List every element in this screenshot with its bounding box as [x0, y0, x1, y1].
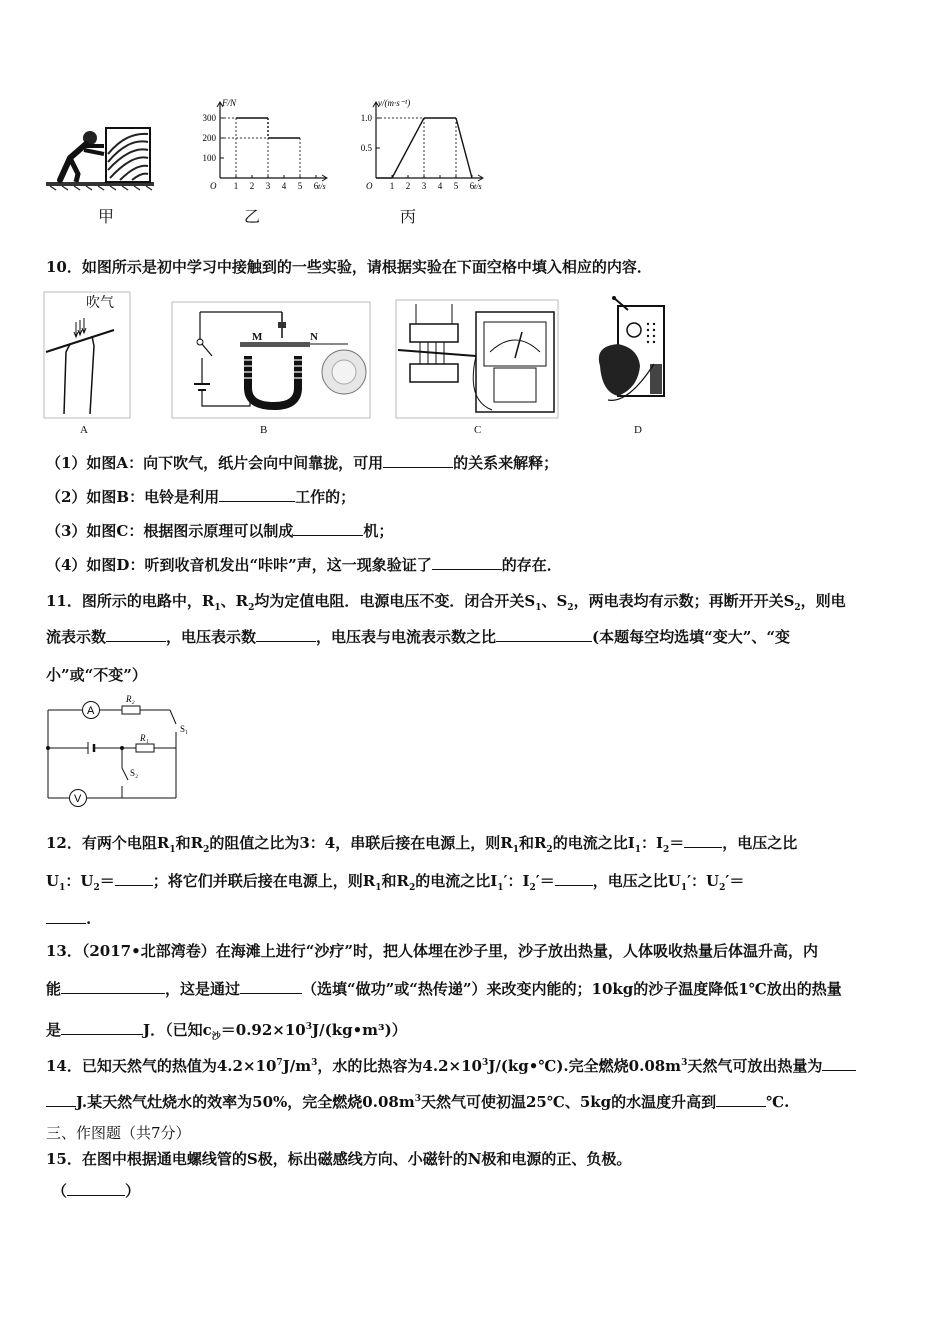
chart-title: F/N	[222, 98, 237, 108]
y-tick-label: 100	[202, 153, 216, 163]
force-time-chart	[190, 96, 330, 192]
velocity-time-chart	[346, 96, 486, 192]
q12-line-2: $U_1$：$U_2=$ ；将它们并联后接在电源上，则$R_1$和$R_2$的电流之比$I_1'$：$I_2'=$ ，电压之比$U_1'$：$U_2'=$	[46, 872, 745, 893]
q14-blank-1[interactable]	[822, 1055, 856, 1071]
q13-blank-3[interactable]	[61, 1019, 143, 1035]
y-tick-label: 0.5	[360, 143, 372, 153]
q15-stem: 15．在图中根据通电螺线管的S极，标出磁感线方向、小磁针的N极和电源的正、负极。	[46, 1150, 632, 1168]
q11-blank-3[interactable]	[496, 626, 592, 642]
q13-line-3: 是 J．（已知$c_沙=0.92\times 10^3J/(kg•m^3)$）	[46, 1021, 407, 1042]
series-segment	[456, 118, 472, 178]
q13-blank-2[interactable]	[240, 978, 302, 994]
x-unit-label: t/s	[318, 182, 326, 191]
q14-blank-2[interactable]	[716, 1091, 766, 1107]
s1-label: S₁	[180, 724, 189, 734]
q10-sub-1: （1）如图A：向下吹气，纸片会向中间靠拢，可用 的关系来解释；	[46, 454, 559, 472]
q14-blank-1-cont[interactable]	[46, 1091, 76, 1107]
x-tick-label: 5	[453, 181, 459, 191]
q15-answer: （ ）	[52, 1182, 141, 1200]
x-tick-label: 1	[389, 181, 395, 191]
origin-label: O	[210, 181, 217, 191]
q12-blank-2[interactable]	[115, 870, 153, 886]
figure-b-electric-bell	[172, 302, 372, 420]
q12-blank-1[interactable]	[684, 832, 722, 848]
label-m: M	[252, 331, 263, 343]
q11-line-1: 11．图所示的电路中，$R_1$、$R_2$均为定值电阻．电源电压不变．闭合开关$S_1$、$S_2$，两电表均有示数；再断开开关$S_2$，则电	[46, 592, 846, 613]
voltmeter-symbol: V	[74, 793, 82, 805]
y-tick-label: 200	[202, 133, 216, 143]
y-tick-label: 300	[202, 113, 216, 123]
q11-circuit-diagram	[44, 694, 189, 805]
q10-blank-4[interactable]	[432, 554, 502, 570]
q14-line-2: J.某天然气灶烧水的效率为50%，完全燃烧$0.08m^3$天然气可使初温25℃、5kg的水温度升高到 ℃.	[46, 1088, 912, 1113]
caption-yi: 乙	[244, 207, 261, 226]
q11-blank-1[interactable]	[106, 626, 166, 642]
figure-person-pushing-box	[46, 124, 156, 190]
series-segment	[392, 118, 424, 178]
x-tick-label: 5	[297, 181, 303, 191]
q10-sub-3: （3）如图C：根据图示原理可以制成 机；	[46, 522, 394, 540]
x-unit-label: t/s	[474, 182, 482, 191]
r1-label: R₁	[140, 733, 149, 743]
x-tick-label: 2	[249, 181, 255, 191]
figure-d-radio-battery	[588, 296, 672, 420]
q10-blank-3[interactable]	[293, 520, 363, 536]
q12-blank-3[interactable]	[555, 870, 593, 886]
q10-blank-2[interactable]	[219, 486, 295, 502]
origin-label: O	[366, 181, 373, 191]
q13-line-1: 13．（2017•北部湾卷）在海滩上进行“沙疗”时，把人体埋在沙子里，沙子放出热量，人体吸收热量后体温升高，内	[46, 942, 818, 960]
s2-label: S₂	[130, 768, 139, 778]
figure-c-galvanometer-magnet	[396, 300, 560, 420]
x-tick-label: 6	[469, 181, 475, 191]
question-10-stem: 10．如图所示是初中学习中接触到的一些实验，请根据实验在下面空格中填入相应的内容．	[46, 258, 652, 276]
figure-a-label: A	[80, 424, 88, 436]
blow-label: 吹气	[86, 295, 114, 311]
q12-line-1: 12．有两个电阻$R_1$和$R_2$的阻值之比为3：4，串联后接在电源上，则$R_1$和$R_2$的电流之比$I_1$：$I_2=$ ，电压之比	[46, 834, 798, 855]
q15-blank[interactable]	[67, 1180, 125, 1196]
figure-c-label: C	[474, 424, 482, 436]
x-tick-label: 1	[233, 181, 239, 191]
q11-line-3: 小”或“不变”）	[46, 666, 147, 684]
q11-line-2: 流表示数 ，电压表示数 ，电压表与电流表示数之比 (本题每空均选填“变大”、“变	[46, 628, 791, 646]
x-tick-label: 4	[437, 181, 443, 191]
x-tick-label: 3	[421, 181, 427, 191]
figure-d-label: D	[634, 424, 642, 436]
figure-b-label: B	[260, 424, 268, 436]
ammeter-symbol: A	[87, 705, 95, 717]
section-3-heading: 三、作图题（共7分）	[46, 1124, 191, 1142]
q10-blank-1[interactable]	[383, 452, 453, 468]
caption-jia: 甲	[98, 207, 115, 226]
q13-line-2: 能 ，这是通过 （选填“做功”或“热传递”）来改变内能的；10kg的沙子温度降低1℃放出的热量	[46, 980, 842, 998]
x-tick-label: 2	[405, 181, 411, 191]
x-tick-label: 3	[265, 181, 271, 191]
caption-bing: 丙	[400, 207, 417, 226]
y-tick-label: 1.0	[360, 113, 372, 123]
chart-title: v/(m·s⁻¹)	[378, 98, 411, 108]
q12-line-3: .	[46, 908, 912, 930]
x-tick-label: 6	[313, 181, 319, 191]
q10-sub-2: （2）如图B：电铃是利用 工作的；	[46, 488, 356, 506]
q13-blank-1[interactable]	[61, 978, 165, 994]
q12-blank-4[interactable]	[46, 908, 86, 924]
label-n: N	[310, 331, 318, 343]
q14-line-1: 14．已知天然气的热值为$4.2\times 10^7J/m^3$，水的比热容为$4.2\times 10^3J/(kg•℃)$.完全燃烧$0.08m^3$天然气可放出热量为	[46, 1052, 912, 1077]
r2-label: R₂	[126, 694, 135, 704]
q10-sub-4: （4）如图D：听到收音机发出“咔咔”声，这一现象验证了 的存在．	[46, 556, 562, 574]
q11-blank-2[interactable]	[256, 626, 316, 642]
x-tick-label: 4	[281, 181, 287, 191]
